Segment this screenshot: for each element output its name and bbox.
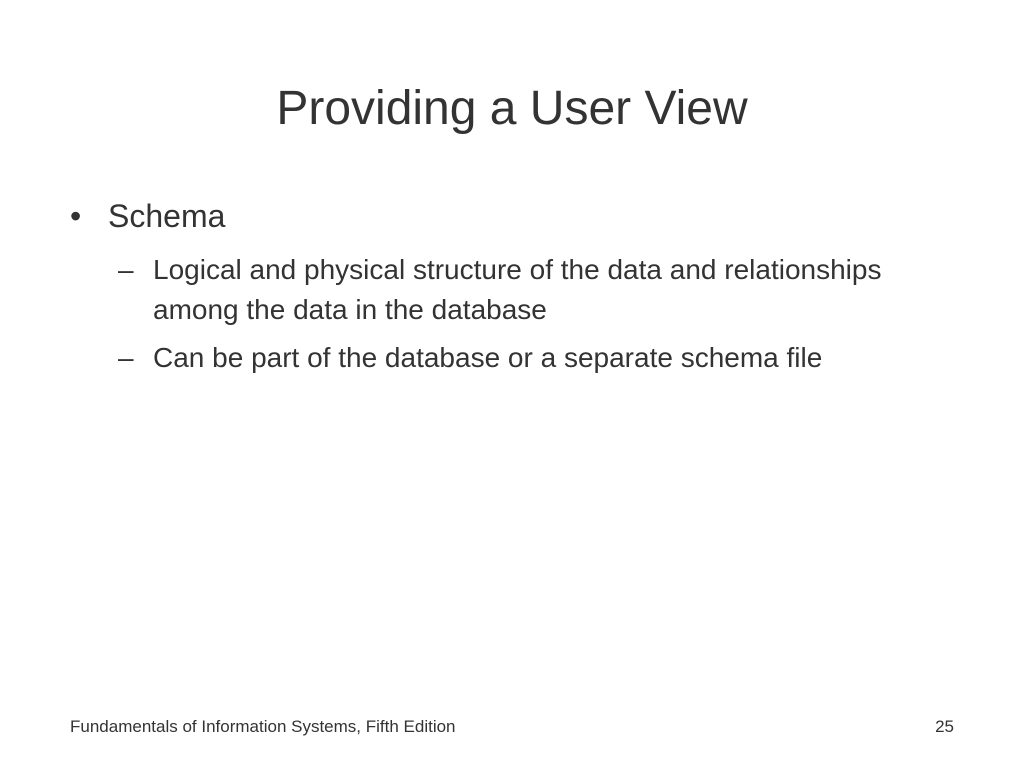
footer-book-title: Fundamentals of Information Systems, Fifth Edition	[70, 717, 456, 736]
sub-bullet-item	[118, 250, 938, 330]
slide-title: Providing a User View	[276, 82, 748, 135]
bullet-text: Schema	[108, 198, 226, 234]
sub-bullet-list	[118, 250, 938, 386]
sub-bullet-marker: –	[118, 254, 134, 285]
sub-bullet-item	[118, 338, 938, 378]
page-number: 25	[935, 717, 954, 736]
sub-bullet-marker: –	[118, 342, 134, 373]
sub-bullet-text: Logical and physical structure of the data and relationships among the data in the database	[153, 254, 882, 325]
bullet-marker: •	[70, 198, 82, 234]
bullet-schema	[70, 195, 225, 237]
sub-bullet-text: Can be part of the database or a separate schema file	[153, 342, 823, 373]
